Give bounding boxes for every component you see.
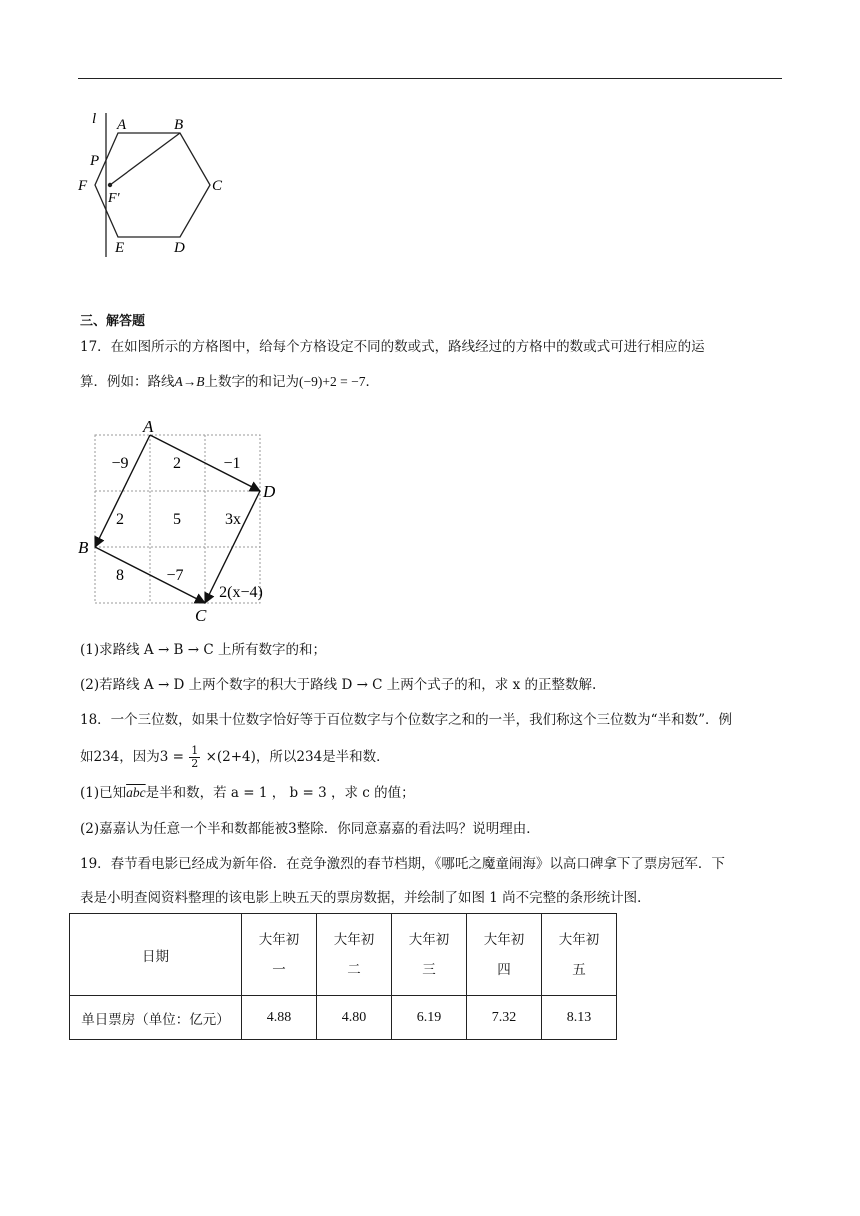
q18-part2: (2)嘉嘉认为任意一个半和数都能被3整除．你同意嘉嘉的看法吗？说明理由． — [80, 821, 540, 837]
label-f: F — [78, 178, 88, 194]
cell-8: −7 — [166, 567, 184, 584]
q17-line2-expr: (−9)+2 = −7 — [299, 374, 366, 389]
section-title: 三、解答题 — [80, 314, 146, 329]
label-l: l — [92, 111, 97, 127]
q19-line2: 表是小明查阅资料整理的该电影上映五天的票房数据，并绘制了如图 1 尚不完整的条形统计图． — [80, 890, 651, 906]
q17-line2-mid: 上数字的和记为 — [204, 374, 299, 390]
label-e: E — [115, 240, 125, 256]
q17-line1: 17．在如图所示的方格图中，给每个方格设定不同的数或式，路线经过的方格中的数或式可进行相应的运 — [80, 339, 705, 355]
cell-9: 2(x−4) — [219, 584, 263, 601]
table-header-row — [70, 914, 617, 996]
table-day-5: 大年初 五 — [542, 914, 617, 996]
table-value-1: 4.88 — [242, 996, 317, 1040]
q17-part1: (1)求路线 A → B → C 上所有数字的和； — [80, 642, 326, 658]
q17-line2-prefix: 算．例如：路线 — [80, 374, 175, 390]
q18-part1-a: (1)已知 — [80, 785, 127, 801]
q17-line2-end: ． — [365, 374, 379, 390]
q18-frac-den: 2 — [191, 757, 199, 770]
table-value-3: 6.19 — [392, 996, 467, 1040]
q17-line2-arrow: → — [182, 374, 197, 389]
cell-3: −1 — [223, 455, 241, 472]
q18-frac-num: 1 — [191, 744, 199, 757]
table-day-3: 大年初 三 — [392, 914, 467, 996]
cell-6: 3x — [225, 511, 241, 528]
point-d: D — [263, 482, 276, 501]
q18-overline-abc: $\overline{abc}$ — [126, 785, 146, 800]
segment-bf — [110, 133, 180, 185]
label-c: C — [212, 178, 223, 194]
label-f-prime: F' — [108, 191, 120, 206]
cell-2: 2 — [173, 455, 181, 472]
header-rule — [78, 78, 782, 79]
table-value-row — [70, 996, 617, 1040]
table-day-4: 大年初 四 — [467, 914, 542, 996]
q18-line2 — [80, 745, 390, 770]
point-c: C — [195, 606, 207, 625]
grid-figure — [75, 415, 295, 627]
table-value-4: 7.32 — [467, 996, 542, 1040]
cell-1: −9 — [111, 455, 129, 472]
point-a: A — [143, 417, 154, 436]
q18-fraction — [189, 745, 200, 770]
table-day-2: 大年初 二 — [317, 914, 392, 996]
q19-line1: 19．春节看电影已经成为新年俗．在竞争激烈的春节档期，《哪吒之魔童闹海》以高口碑拿下了票房冠军．下 — [80, 856, 725, 872]
label-a: A — [117, 117, 127, 133]
label-d: D — [174, 240, 185, 256]
q18-line1: 18．一个三位数，如果十位数字恰好等于百位数字与个位数字之和的一半，我们称这个三位数为“半和数”．例 — [80, 712, 732, 728]
point-b: B — [78, 538, 89, 557]
cell-4: 2 — [116, 511, 124, 528]
q17-line2-a: A — [174, 374, 183, 389]
label-b: B — [174, 117, 184, 133]
label-p: P — [90, 153, 100, 169]
q17-line2 — [80, 372, 379, 392]
q18-part1-b: 是半和数，若 a = 1 ， b = 3 ，求 c 的值； — [145, 785, 415, 801]
hexagon-figure — [70, 105, 240, 265]
q17-line2-b: B — [196, 374, 205, 389]
table-header-label: 日期 — [70, 914, 242, 996]
box-office-table — [69, 913, 617, 1040]
table-value-5: 8.13 — [542, 996, 617, 1040]
table-row-label: 单日票房（单位：亿元） — [70, 996, 242, 1040]
cell-7: 8 — [116, 567, 124, 584]
q17-part2: (2)若路线 A → D 上两个数字的积大于路线 D → C 上两个式子的和，求 x 的正整数解. — [80, 677, 597, 693]
table-value-2: 4.80 — [317, 996, 392, 1040]
q18-line2-a: 如234，因为3 = — [80, 749, 184, 765]
table-day-1: 大年初 一 — [242, 914, 317, 996]
point-f-prime — [108, 183, 112, 187]
hexagon — [95, 133, 210, 237]
q18-line2-b: ×(2+4)，所以234是半和数． — [205, 749, 390, 765]
q18-part1 — [80, 783, 415, 803]
cell-5: 5 — [173, 511, 181, 528]
